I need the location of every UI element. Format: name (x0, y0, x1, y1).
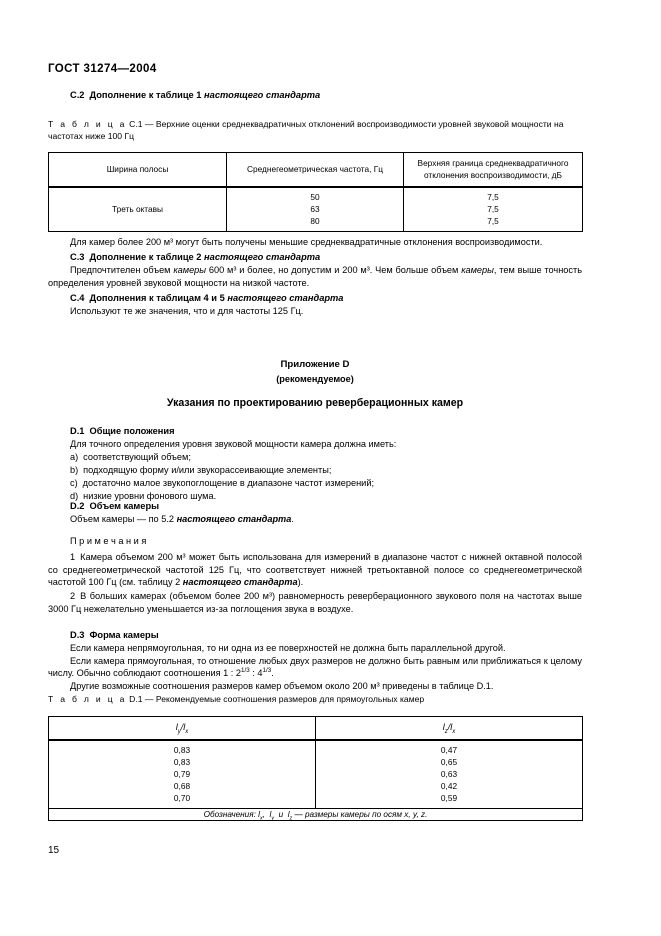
table-c1-caption-label: Т а б л и ц а (48, 119, 127, 129)
table-d1-col1 (49, 740, 316, 809)
table-d1-col2-value-4: 0,42 (440, 781, 458, 792)
clause-d2-heading (48, 500, 582, 513)
table-d1-h2-sub2: x (452, 728, 456, 735)
table-c1-header-limit: Верхняя граница среднеквадратичного отклонения воспроизводимости, дБ (404, 153, 583, 188)
table-d1-footnote (49, 808, 583, 820)
table-c1-frequency-2: 63 (310, 204, 320, 215)
table-row (49, 187, 583, 231)
table-d1-col1-value-5: 0,70 (173, 793, 191, 804)
clause-d2-body (48, 513, 582, 526)
table-d1-col1-value-3: 0,79 (173, 768, 191, 779)
table-c1-limit-1: 7,5 (487, 192, 499, 202)
list-text-b: подходящую форму и/или звукорассеивающие элементы; (83, 464, 332, 475)
clause-d3-number: D.3 (70, 630, 85, 640)
table-d1-col1-value-1: 0,83 (173, 744, 191, 755)
clause-d2-body-plain: Объем камеры — по 5.2 (70, 514, 177, 524)
clause-d3-exponent-2: 1/3 (262, 667, 272, 675)
appendix-d-title: Приложение D (280, 359, 350, 370)
table-d1-h1-sub1: y (177, 728, 181, 735)
table-d1-col2-value-2: 0,65 (440, 756, 458, 767)
table-d1-h2-base2: l (450, 722, 453, 732)
table-row-header (49, 153, 583, 188)
table-d1-footnote-symbols: $l_x$, $l_y$ и $l_z$ (258, 809, 293, 822)
note-2 (48, 590, 582, 615)
note-1-number: 1 (70, 552, 76, 562)
note-1-italic: настоящего стандарта (182, 577, 298, 588)
clause-d3 (48, 629, 582, 692)
list-text-c: достаточно малое звукопоглощение в диапазоне частот измерений; (82, 478, 375, 488)
clause-d3-para2-a: Если камера прямоугольная, то отношение любых двух размеров не должно быть равным или приближаться к целому числу. Обычно соблюдают соотношения 1 : 2 (48, 655, 582, 679)
appendix-d-title-block (48, 358, 582, 386)
clause-d3-heading (48, 629, 582, 642)
table-d1-caption-label: Т а б л и ц а (48, 694, 127, 704)
table-d1-h2-base1: l (442, 722, 445, 732)
clause-c3-heading (48, 251, 582, 264)
table-c1-cell-frequencies (227, 187, 404, 231)
note-2-text (48, 590, 582, 615)
list-text-a: соответствующий объем; (83, 451, 191, 462)
table-c1-cell-band: Треть октавы (49, 187, 227, 231)
clause-c4-title-italic: настоящего стандарта (227, 293, 344, 303)
clause-c4-body: Используют те же значения, что и для частоты 125 Гц. (70, 306, 304, 316)
table-c1 (48, 152, 582, 232)
clause-d2 (48, 500, 582, 526)
clause-d2-body-italic: настоящего стандарта (176, 514, 292, 524)
clause-c3-body (48, 264, 582, 289)
clause-d2-title: Объем камеры (89, 501, 160, 511)
clause-d3-title: Форма камеры (89, 630, 159, 640)
table-d1-caption-number: D.1 (129, 694, 143, 704)
appendix-d-heading: Указания по проектированию реверберационных камер (166, 397, 464, 409)
table-d1-header-lz-lx (316, 717, 583, 740)
clause-d2-body-tail: . (291, 514, 294, 524)
standard-number: ГОСТ 31274—2004 (48, 63, 157, 75)
note-2-part1: В больших камерах (объемом более 200 м³) равномерность реверберационного звукового поля на частотах выше 3000 Гц нежелательно уменьшается из-за поглощения звука в воздухе. (48, 591, 582, 614)
appendix-d-heading-block (48, 397, 582, 409)
table-d1-col1-value-2: 0,83 (173, 756, 191, 767)
clause-d1 (48, 425, 582, 503)
clause-c3-title-italic: настоящего стандарта (204, 252, 321, 262)
table-d1-h1-slash: / (180, 722, 184, 732)
table-c1-caption (48, 118, 582, 142)
clause-c3-body-italic2: камеры (461, 265, 494, 275)
table-d1-caption (48, 693, 582, 705)
clause-c3-title: Дополнение к таблице 2 (89, 252, 205, 262)
clause-c3-body-part3: , тем выше точность определения уровней звуковой мощности на низкой частоте. (48, 265, 582, 288)
table-d1-footnote-suffix: — размеры камеры по осям x, y, z. (292, 809, 428, 819)
clause-d1-number: D.1 (70, 426, 85, 436)
clause-d3-para2-b: : 4 (249, 668, 263, 679)
clause-c3-body-part2: 600 м³ и более, но допустим и 200 м³. Чем больше объем (206, 265, 462, 275)
table-c1-limit-2: 7,5 (487, 204, 499, 215)
table-c1-cell-limits (404, 187, 583, 231)
list-item (48, 477, 582, 490)
table-c1-header-frequency: Среднегеометрическая частота, Гц (227, 153, 404, 188)
table-d1-col2-value-3: 0,63 (440, 768, 458, 779)
table-c1-frequency-1: 50 (310, 192, 320, 202)
table-d1-header-ly-lx (49, 717, 316, 740)
list-marker-a: a) (70, 451, 79, 462)
table-d1-h1-base2: l (183, 722, 186, 732)
list-marker-c: c) (70, 478, 78, 488)
clause-c3 (48, 251, 582, 289)
page-number: 15 (48, 845, 60, 856)
table-d1-col2-value-1: 0,47 (440, 744, 458, 755)
page-number-block (48, 845, 582, 856)
list-item (48, 451, 582, 464)
para-after-table-c1-text: Для камер более 200 м³ могут быть получены меньшие среднеквадратичные отклонения воспроизводимости. (70, 237, 543, 247)
clause-c3-body-italic1: камеры (173, 265, 207, 275)
table-row-header (49, 717, 583, 740)
table-d1-caption-text: — Рекомендуемые соотношения размеров для прямоугольных камер (144, 694, 425, 704)
clause-d3-para2-c: . (271, 668, 274, 679)
note-1-text (48, 551, 582, 589)
note-2-number: 2 (70, 591, 76, 601)
para-after-table-c1 (48, 236, 582, 249)
table-c1-grid (48, 152, 583, 232)
clause-c4-heading (48, 292, 582, 305)
clause-c2-title: Дополнение к таблице 1 (89, 90, 205, 100)
note-1-part1: Камера объемом 200 м³ может быть использована для измерений в диапазоне частот с нижней октавной полосой со среднегеометрической частотой 125 Гц, что соответствует нижней третьоктавной полосе со среднегеометрической частотой 100 Гц (см. таблицу 2 (48, 552, 582, 588)
clause-c2-title-italic: настоящего стандарта (204, 90, 321, 100)
clause-c3-body-part1: Предпочтителен объем (70, 265, 174, 275)
table-d1 (48, 716, 582, 821)
list-marker-d: d) (70, 491, 79, 502)
table-d1-footnote-prefix: Обозначения: (203, 809, 259, 819)
clause-d3-para1: Если камера непрямоугольная, то ни одна из ее поверхностей не должна быть параллельной другой. (70, 643, 506, 653)
clause-d3-exponent-1: 1/3 (241, 667, 250, 675)
table-c1-limit-3: 7,5 (487, 216, 499, 227)
notes-label: П р и м е ч а н и я (70, 536, 147, 546)
note-1 (48, 551, 582, 589)
table-d1-footnote-row (49, 808, 583, 820)
list-item (48, 464, 582, 477)
table-c1-header-band: Ширина полосы (49, 153, 227, 188)
notes-block (48, 535, 582, 548)
table-d1-col2 (316, 740, 583, 809)
note-1-part2: ). (297, 577, 304, 588)
table-c1-frequency-3: 80 (310, 216, 320, 227)
clause-d2-number: D.2 (70, 501, 85, 511)
table-d1-h2-slash: / (447, 722, 451, 732)
table-c1-caption-number: С.1 (129, 119, 143, 129)
table-d1-col1-value-4: 0,68 (173, 781, 191, 792)
table-d1-grid (48, 716, 583, 821)
clause-d1-title: Общие положения (89, 426, 175, 436)
clause-c2-heading (48, 89, 582, 102)
clause-c4-title: Дополнения к таблицам 4 и 5 (89, 293, 228, 303)
table-row (49, 740, 583, 809)
clause-c4-number: С.4 (70, 293, 85, 303)
list-marker-b: b) (70, 464, 79, 475)
table-d1-h1-base1: l (175, 722, 178, 732)
table-d1-col2-value-5: 0,59 (440, 793, 458, 804)
clause-d3-para3: Другие возможные соотношения размеров камер объемом около 200 м³ приведены в таблице D.1. (70, 680, 494, 691)
clause-c3-number: С.3 (70, 252, 85, 262)
clause-c2-number: С.2 (70, 90, 85, 100)
clause-c4 (48, 292, 582, 318)
table-c1-caption-text: — Верхние оценки среднеквадратичных отклонений воспроизводимости уровней звуковой мощности на частотах ниже 100 Гц (48, 119, 564, 141)
table-d1-h1-sub2: x (185, 728, 189, 735)
clause-d1-heading (48, 425, 582, 438)
clause-d1-intro: Для точного определения уровня звуковой мощности камера должна иметь: (70, 439, 397, 449)
clause-d3-para2 (48, 655, 582, 680)
appendix-d-subtitle: (рекомендуемое) (276, 374, 354, 384)
table-d1-h2-sub1: z (444, 728, 448, 735)
page-header (48, 63, 582, 75)
list-text-d: низкие уровни фонового шума. (83, 491, 217, 502)
